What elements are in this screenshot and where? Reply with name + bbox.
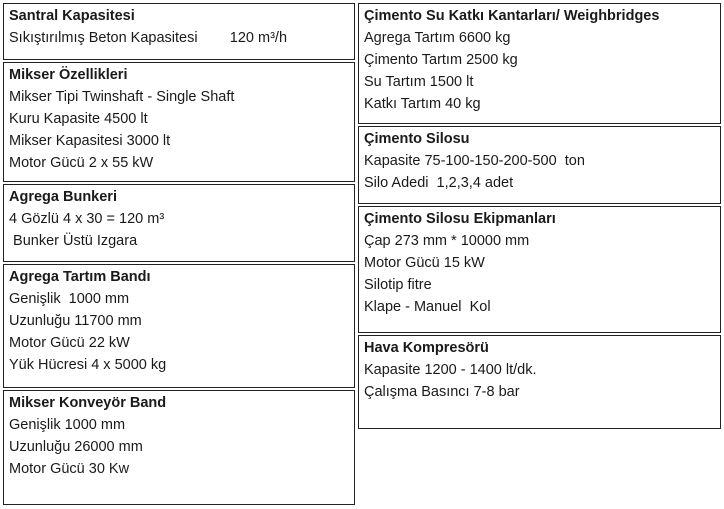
right-column [358,3,721,431]
spec-line: Motor Gücü 30 Kw [9,461,130,477]
box-title: Santral Kapasitesi [9,8,135,24]
box-title: Çimento Su Katkı Kantarları/ Weighbridges [364,8,660,24]
spec-line: Sıkıştırılmış Beton Kapasitesi 120 m³/h [9,30,288,46]
spec-line: Uzunluğu 26000 mm [9,439,143,455]
spec-line: Mikser Tipi Twinshaft - Single Shaft [9,89,235,105]
box-title: Agrega Tartım Bandı [9,269,151,285]
spec-line: Silotip fitre [364,277,432,293]
spec-line: Kuru Kapasite 4500 lt [9,111,148,127]
spec-line: 4 Gözlü 4 x 30 = 120 m³ [9,211,165,227]
spec-line: Genişlik 1000 mm [9,291,130,307]
spec-line: Çalışma Basıncı 7-8 bar [364,384,520,400]
spec-line: Agrega Tartım 6600 kg [364,30,511,46]
box-title: Agrega Bunkeri [9,189,117,205]
spec-line: Çap 273 mm * 10000 mm [364,233,530,249]
box-title: Mikser Konveyör Band [9,395,167,411]
left-column [3,3,355,507]
spec-line: Su Tartım 1500 lt [364,74,474,90]
spec-box-weighbridges [358,3,721,124]
spec-line: Klape - Manuel Kol [364,299,491,315]
spec-line: Katkı Tartım 40 kg [364,96,481,112]
box-title: Çimento Silosu Ekipmanları [364,211,556,227]
spec-box-air-compressor [358,335,721,429]
spec-box-aggregate-weighing-belt [3,264,355,388]
spec-line: Genişlik 1000 mm [9,417,126,433]
spec-line: Silo Adedi 1,2,3,4 adet [364,175,514,191]
spec-line: Kapasite 75-100-150-200-500 ton [364,153,585,169]
box-title: Çimento Silosu [364,131,470,147]
spec-box-cement-silo [358,126,721,204]
spec-line: Bunker Üstü Izgara [9,233,138,249]
spec-line: Mikser Kapasitesi 3000 lt [9,133,171,149]
spec-box-aggregate-bunker [3,184,355,262]
spec-line: Yük Hücresi 4 x 5000 kg [9,357,167,373]
spec-line: Uzunluğu 11700 mm [9,313,142,329]
spec-line: Motor Gücü 22 kW [9,335,130,351]
spec-box-plant-capacity [3,3,355,60]
spec-line: Kapasite 1200 - 1400 lt/dk. [364,362,537,378]
spec-box-mixer-conveyor-belt [3,390,355,505]
spec-line: Motor Gücü 15 kW [364,255,485,271]
spec-line: Motor Gücü 2 x 55 kW [9,155,154,171]
spec-box-cement-silo-equipment [358,206,721,333]
box-title: Mikser Özellikleri [9,67,128,83]
spec-line: Çimento Tartım 2500 kg [364,52,518,68]
box-title: Hava Kompresörü [364,340,489,356]
spec-box-mixer-features [3,62,355,182]
